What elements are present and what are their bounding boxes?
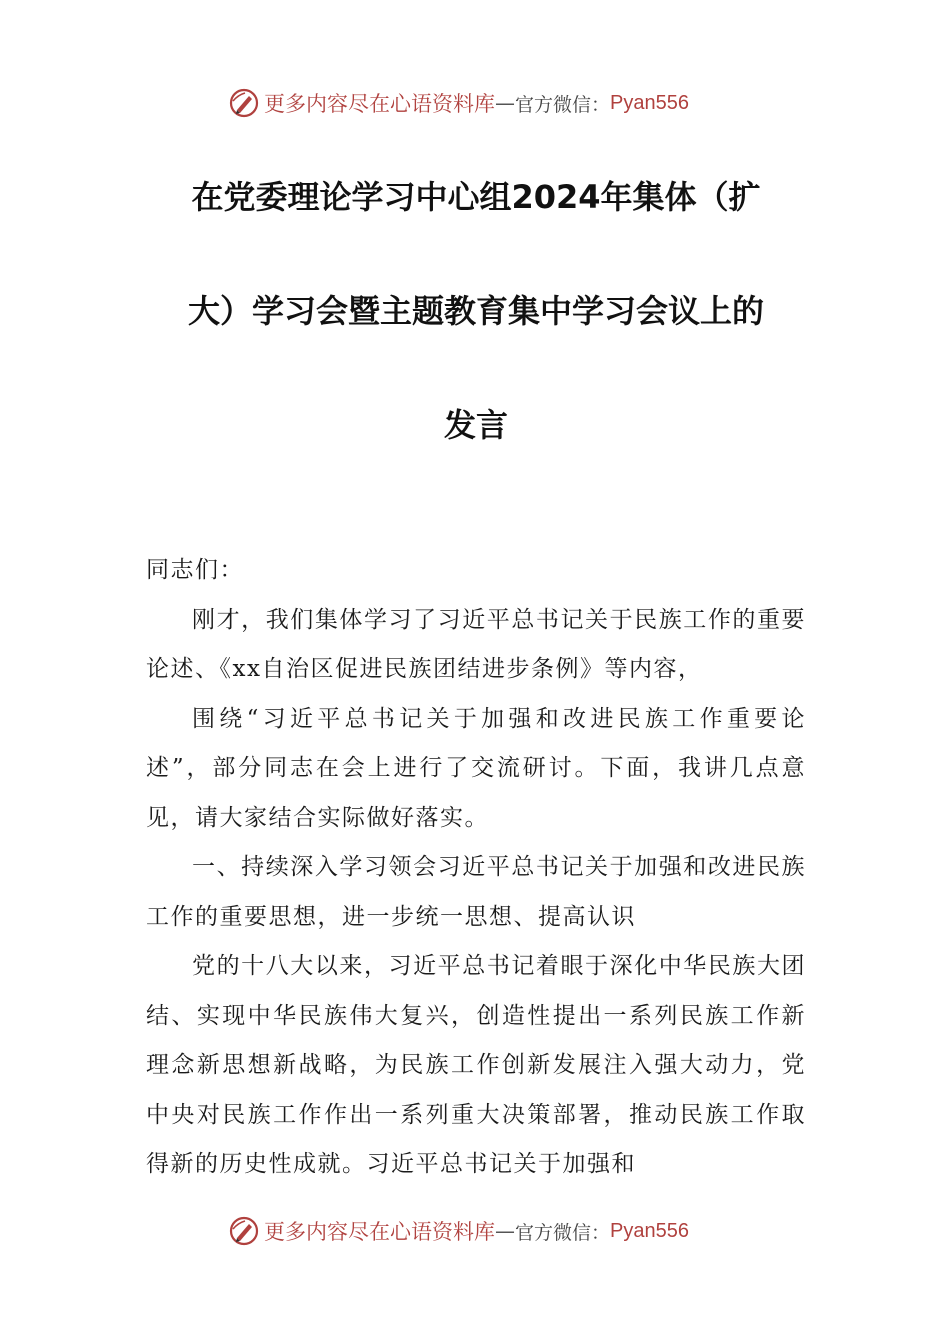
paragraph: 刚才，我们集体学习了习近平总书记关于民族工作的重要论述、《xx自治区促进民族团结进步条例》等内容， <box>146 606 806 682</box>
title-line: 在党委理论学习中心组2024年集体（扩 <box>191 178 761 216</box>
section-heading: 一、持续深入学习领会习近平总书记关于加强和改进民族工作的重要思想，进一步统一思想、提高认识 <box>146 854 806 930</box>
title-line: 大）学习会暨主题教育集中学习会议上的 <box>187 292 764 330</box>
watermark-wechat-label: 官方微信： <box>515 1221 611 1244</box>
watermark-separator: — <box>495 1219 515 1243</box>
paragraph: 围绕“习近平总书记关于加强和改进民族工作重要论述”，部分同志在会上进行了交流研讨。下面，我讲几点意见，请大家结合实际做好落实。 <box>146 705 806 831</box>
watermark-text: 更多内容尽在心语资料库 <box>264 1220 495 1244</box>
watermark-wechat-id: Pyan556 <box>610 1219 689 1242</box>
watermark-text: 更多内容尽在心语资料库 <box>264 92 495 116</box>
watermark-separator: — <box>495 91 515 115</box>
pen-logo-icon <box>228 87 260 119</box>
document-body <box>146 546 806 1190</box>
title-line: 发言 <box>443 406 508 444</box>
watermark-header <box>228 86 748 120</box>
pen-logo-icon <box>228 1215 260 1247</box>
salutation: 同志们： <box>146 557 244 583</box>
watermark-wechat-label: 官方微信： <box>515 93 611 116</box>
watermark-footer <box>228 1214 748 1248</box>
watermark-wechat-id: Pyan556 <box>610 91 689 114</box>
paragraph: 党的十八大以来，习近平总书记着眼于深化中华民族大团结、实现中华民族伟大复兴，创造性提出一系列民族工作新理念新思想新战略，为民族工作创新发展注入强大动力，党中央对民族工作作出一系列重大决策部署，推动民族工作取得新的历史性成就。习近平总书记关于加强和 <box>146 953 806 1177</box>
document-title <box>140 140 812 482</box>
